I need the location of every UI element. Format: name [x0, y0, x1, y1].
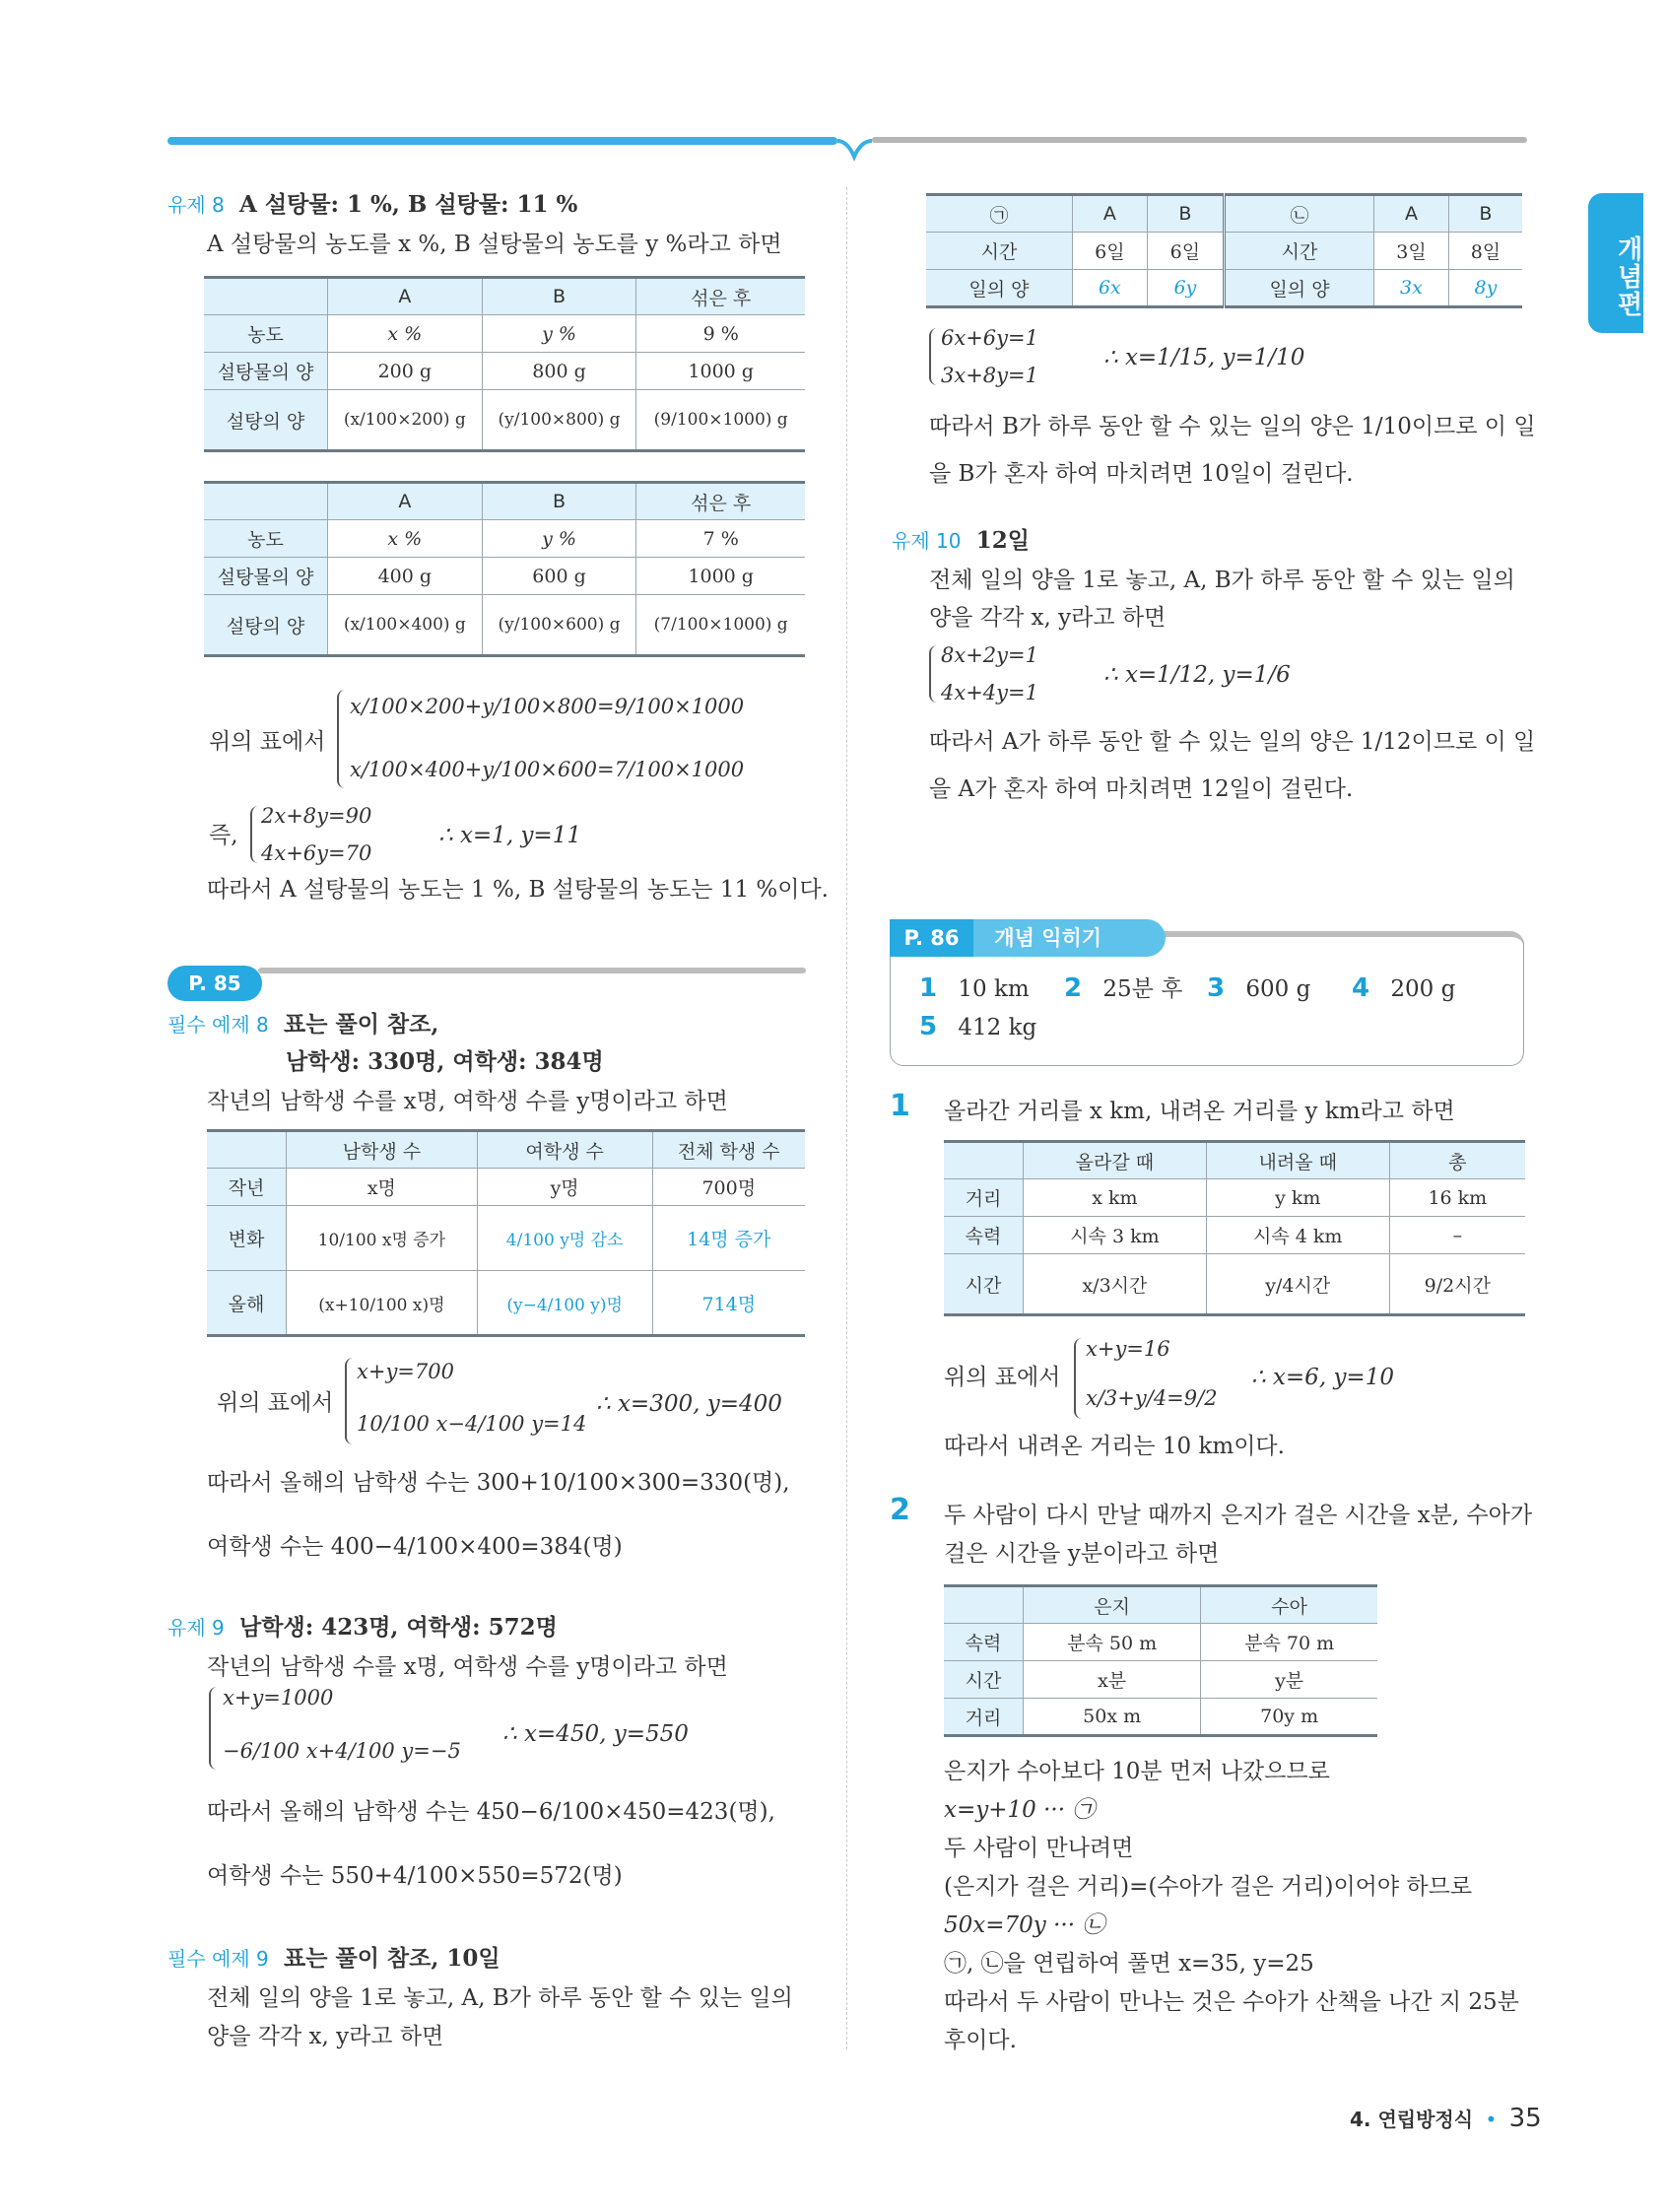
- answer-item: 4 200 g: [1352, 973, 1456, 1003]
- q10-conclusion1: 따라서 A가 하루 동안 할 수 있는 일의 양은 1/12이므로 이 일: [929, 729, 1536, 755]
- table-cell: 400 g: [328, 558, 483, 595]
- table-cell: B: [1147, 195, 1224, 233]
- table-cell: 분속 70 m: [1201, 1624, 1377, 1661]
- q10-sys2: 4x+4y=1: [941, 681, 1038, 704]
- s2-line: x=y+10 ··· ㉠: [944, 1797, 1096, 1823]
- footer: [1350, 2104, 1542, 2133]
- s2-line: (은지가 걸은 거리)=(수아가 걸은 거리)이어야 하므로: [944, 1874, 1473, 1900]
- brace: [345, 1358, 355, 1444]
- table-cell: 섞은 후: [636, 278, 805, 315]
- table-cell: 남학생 수: [287, 1131, 478, 1169]
- q8-solution: ∴ x=1, y=11: [438, 823, 581, 848]
- table-cell: y %: [482, 520, 636, 558]
- sugar-table-2: [204, 481, 805, 657]
- ex8-conclusion2: 여학생 수는 400−4/100×400=384(명): [207, 1534, 623, 1560]
- table-cell: (x/100×400) g: [328, 595, 483, 656]
- table-cell: 70y m: [1201, 1699, 1377, 1736]
- s2-line: 후이다.: [944, 2028, 1017, 2053]
- s1-sys2: x/3+y/4=9/2: [1086, 1386, 1218, 1410]
- table-cell: 작년: [207, 1169, 287, 1206]
- ex9-conclusion1: 따라서 B가 하루 동안 할 수 있는 일의 양은 1/10이므로 이 일: [929, 414, 1536, 439]
- table-cell: 여학생 수: [477, 1131, 652, 1169]
- ex8-intro: 작년의 남학생 수를 x명, 여학생 수를 y명이라고 하면: [207, 1089, 728, 1114]
- q9-conclusion2: 여학생 수는 550+4/100×550=572(명): [207, 1863, 623, 1889]
- table-cell: y km: [1206, 1179, 1389, 1217]
- table-cell: B: [482, 278, 636, 315]
- q9-solution: ∴ x=450, y=550: [502, 1721, 689, 1747]
- answer-item: 5 412 kg: [919, 1012, 1037, 1041]
- table-cell: 일의 양: [926, 270, 1072, 307]
- brace: [1074, 1338, 1084, 1419]
- brace: [337, 690, 347, 788]
- table-cell: 섞은 후: [636, 483, 805, 520]
- bullet-icon: •: [1485, 2108, 1498, 2131]
- table-cell: [207, 1131, 287, 1169]
- q10-solution: ∴ x=1/12, y=1/6: [1103, 662, 1291, 688]
- ex9-intro2: 양을 각각 x, y라고 하면: [207, 2024, 444, 2049]
- brace: [929, 645, 939, 703]
- sugar-table-1: [204, 276, 805, 452]
- top-header-bar: [167, 133, 1527, 163]
- q9-conclusion1: 따라서 올해의 남학생 수는 450−6/100×450=423(명),: [207, 1799, 775, 1825]
- table-cell: 714명: [652, 1271, 805, 1336]
- s2-line: 50x=70y ··· ㉡: [944, 1912, 1105, 1938]
- table-cell: 농도: [204, 520, 328, 558]
- table-cell: 총: [1389, 1142, 1525, 1179]
- table-cell: x분: [1024, 1661, 1201, 1699]
- table-cell: 은지: [1024, 1586, 1201, 1624]
- walking-table: [944, 1584, 1377, 1737]
- ex8-solution: ∴ x=300, y=400: [596, 1391, 782, 1417]
- q8-sys2: 4x+6y=70: [261, 841, 372, 865]
- table-cell: 올해: [207, 1271, 287, 1336]
- table-cell: –: [1389, 1217, 1525, 1254]
- column-divider: [846, 187, 848, 2049]
- table-cell: (x/100×200) g: [328, 390, 483, 451]
- ex9-conclusion2: 을 B가 혼자 하여 마치려면 10일이 걸린다.: [929, 461, 1354, 487]
- q10-heading: 유제 10 12일: [892, 527, 1030, 554]
- q8-sys1: 2x+8y=90: [261, 804, 372, 828]
- table-cell: 시속 3 km: [1024, 1217, 1207, 1254]
- table-cell: [944, 1142, 1024, 1179]
- q8-heading: 유제 8 A 설탕물: 1 %, B 설탕물: 11 %: [167, 191, 578, 218]
- q10-intro1: 전체 일의 양을 1로 놓고, A, B가 하루 동안 할 수 있는 일의: [929, 568, 1515, 593]
- q8-ie: 즉,: [209, 823, 238, 848]
- table-cell: 50x m: [1024, 1699, 1201, 1736]
- table-cell: [944, 1586, 1024, 1624]
- q10-conclusion2: 을 A가 혼자 하여 마치려면 12일이 걸린다.: [929, 776, 1354, 802]
- table-cell: 속력: [944, 1624, 1024, 1661]
- p85-rule: [258, 968, 806, 973]
- table-cell: y분: [1201, 1661, 1377, 1699]
- q9-intro: 작년의 남학생 수를 x명, 여학생 수를 y명이라고 하면: [207, 1654, 728, 1680]
- table-cell: ㉠: [926, 195, 1072, 233]
- ex9-solution: ∴ x=1/15, y=1/10: [1103, 345, 1305, 370]
- ex8-answer: 남학생: 330명, 여학생: 384명: [286, 1048, 604, 1075]
- s2-intro1: 두 사람이 다시 만날 때까지 은지가 걸은 시간을 x분, 수아가: [944, 1503, 1533, 1528]
- table-cell: 7 %: [636, 520, 805, 558]
- table-cell: 시간: [944, 1254, 1024, 1315]
- distance-table: [944, 1140, 1525, 1316]
- table-cell: x명: [287, 1169, 478, 1206]
- table-cell: 속력: [944, 1217, 1024, 1254]
- table-cell: 6일: [1147, 233, 1224, 270]
- table-cell: 시속 4 km: [1206, 1217, 1389, 1254]
- table-cell: 700명: [652, 1169, 805, 1206]
- students-table: [207, 1129, 805, 1337]
- table-cell: x km: [1024, 1179, 1207, 1217]
- solution-1-number: 1: [890, 1089, 910, 1123]
- table-cell: 올라갈 때: [1024, 1142, 1207, 1179]
- footer-chapter: 4. 연립방정식: [1350, 2108, 1474, 2131]
- q10-sys1: 8x+2y=1: [941, 643, 1038, 667]
- table-cell: 시간: [944, 1661, 1024, 1699]
- s2-line: 두 사람이 만나려면: [944, 1836, 1134, 1861]
- table-cell: 16 km: [1389, 1179, 1525, 1217]
- table-cell: 설탕물의 양: [204, 353, 328, 390]
- ex9-sys1: 6x+6y=1: [941, 326, 1038, 350]
- q9-sys1: x+y=1000: [223, 1686, 334, 1709]
- table-cell: 6일: [1072, 233, 1147, 270]
- table-cell: [204, 278, 328, 315]
- table-cell: (y−4/100 y)명: [477, 1271, 652, 1336]
- table-cell: 800 g: [482, 353, 636, 390]
- table-cell: 3일: [1374, 233, 1449, 270]
- solution-2-number: 2: [890, 1493, 910, 1527]
- answer-item: 3 600 g: [1207, 973, 1311, 1003]
- table-cell: 9/2시간: [1389, 1254, 1525, 1315]
- table-cell: (7/100×1000) g: [636, 595, 805, 656]
- ex9-heading: 필수 예제 9 표는 풀이 참조, 10일: [167, 1945, 500, 1972]
- page-number: 35: [1508, 2104, 1542, 2133]
- q8-conclusion: 따라서 A 설탕물의 농도는 1 %, B 설탕물의 농도는 11 %이다.: [207, 877, 829, 903]
- brace: [209, 1687, 219, 1770]
- table-cell: 1000 g: [636, 558, 805, 595]
- table-cell: 8일: [1448, 233, 1522, 270]
- q9-heading: 유제 9 남학생: 423명, 여학생: 572명: [167, 1614, 558, 1641]
- side-tab-label: 개념편: [1613, 235, 1642, 318]
- table-cell: 일의 양: [1224, 270, 1373, 307]
- table-cell: 농도: [204, 315, 328, 353]
- table-cell: (y/100×600) g: [482, 595, 636, 656]
- table-cell: 9 %: [636, 315, 805, 353]
- s1-conclusion: 따라서 내려온 거리는 10 km이다.: [944, 1434, 1285, 1459]
- ex9-sys2: 3x+8y=1: [941, 364, 1038, 387]
- work-table: [926, 193, 1522, 308]
- q8-eq1: x/100×200+y/100×800=9/100×1000: [350, 695, 745, 718]
- table-cell: A: [1072, 195, 1147, 233]
- q9-sys2: −6/100 x+4/100 y=−5: [223, 1739, 461, 1763]
- table-cell: 설탕의 양: [204, 595, 328, 656]
- s1-intro: 올라간 거리를 x km, 내려온 거리를 y km라고 하면: [944, 1099, 1455, 1124]
- table-cell: 8y: [1448, 270, 1522, 307]
- table-cell: 3x: [1374, 270, 1449, 307]
- ex8-sys2: 10/100 x−4/100 y=14: [357, 1412, 587, 1436]
- table-cell: 6x: [1072, 270, 1147, 307]
- table-cell: (x+10/100 x)명: [287, 1271, 478, 1336]
- table-cell: B: [482, 483, 636, 520]
- table-cell: x/3시간: [1024, 1254, 1207, 1315]
- table-cell: 시간: [926, 233, 1072, 270]
- table-cell: 200 g: [328, 353, 483, 390]
- answer-item: 1 10 km: [919, 973, 1030, 1003]
- table-cell: B: [1448, 195, 1522, 233]
- s1-solution: ∴ x=6, y=10: [1251, 1365, 1394, 1390]
- table-cell: y %: [482, 315, 636, 353]
- p85-badge: P. 85: [167, 966, 262, 1001]
- s2-line: 따라서 두 사람이 만나는 것은 수아가 산책을 나간 지 25분: [944, 1989, 1519, 2015]
- table-cell: 설탕물의 양: [204, 558, 328, 595]
- table-cell: A: [328, 483, 483, 520]
- s2-line: 은지가 수아보다 10분 먼저 나갔으므로: [944, 1759, 1330, 1784]
- table-cell: x %: [328, 315, 483, 353]
- table-cell: 1000 g: [636, 353, 805, 390]
- ex8-heading: 필수 예제 8 표는 풀이 참조,: [167, 1011, 439, 1038]
- table-cell: (y/100×800) g: [482, 390, 636, 451]
- table-cell: 시간: [1224, 233, 1373, 270]
- brace: [929, 328, 939, 385]
- table-cell: x %: [328, 520, 483, 558]
- table-cell: 6y: [1147, 270, 1224, 307]
- s1-from-table: 위의 표에서: [944, 1365, 1061, 1390]
- ex8-conclusion1: 따라서 올해의 남학생 수는 300+10/100×300=330(명),: [207, 1470, 790, 1496]
- s1-sys1: x+y=16: [1086, 1337, 1170, 1361]
- table-cell: 10/100 x명 증가: [287, 1206, 478, 1271]
- s2-line: ㉠, ㉡을 연립하여 풀면 x=35, y=25: [944, 1951, 1314, 1977]
- table-cell: 14명 증가: [652, 1206, 805, 1271]
- table-cell: A: [1374, 195, 1449, 233]
- table-cell: [204, 483, 328, 520]
- table-cell: 변화: [207, 1206, 287, 1271]
- q8-intro: A 설탕물의 농도를 x %, B 설탕물의 농도를 y %라고 하면: [207, 232, 782, 257]
- table-cell: 거리: [944, 1179, 1024, 1217]
- q8-from-table: 위의 표에서: [209, 729, 326, 755]
- table-cell: y/4시간: [1206, 1254, 1389, 1315]
- p86-badge: P. 86 개념 익히기: [890, 919, 1166, 957]
- s2-intro2: 걸은 시간을 y분이라고 하면: [944, 1541, 1220, 1567]
- table-cell: 전체 학생 수: [652, 1131, 805, 1169]
- q8-eq2: x/100×400+y/100×600=7/100×1000: [350, 758, 745, 781]
- table-cell: A: [328, 278, 483, 315]
- table-cell: 4/100 y명 감소: [477, 1206, 652, 1271]
- table-cell: 분속 50 m: [1024, 1624, 1201, 1661]
- table-cell: 내려올 때: [1206, 1142, 1389, 1179]
- table-cell: 600 g: [482, 558, 636, 595]
- ex8-from-table: 위의 표에서: [217, 1390, 334, 1416]
- answer-item: 2 25분 후: [1064, 973, 1183, 1003]
- table-cell: 수아: [1201, 1586, 1377, 1624]
- brace: [250, 806, 260, 863]
- ex9-intro1: 전체 일의 양을 1로 놓고, A, B가 하루 동안 할 수 있는 일의: [207, 1985, 793, 2011]
- side-tab: [1588, 193, 1643, 333]
- q10-intro2: 양을 각각 x, y라고 하면: [929, 605, 1167, 631]
- table-cell: 설탕의 양: [204, 390, 328, 451]
- table-cell: y명: [477, 1169, 652, 1206]
- table-cell: 거리: [944, 1699, 1024, 1736]
- table-cell: (9/100×1000) g: [636, 390, 805, 451]
- table-cell: ㉡: [1224, 195, 1373, 233]
- ex8-sys1: x+y=700: [357, 1360, 454, 1383]
